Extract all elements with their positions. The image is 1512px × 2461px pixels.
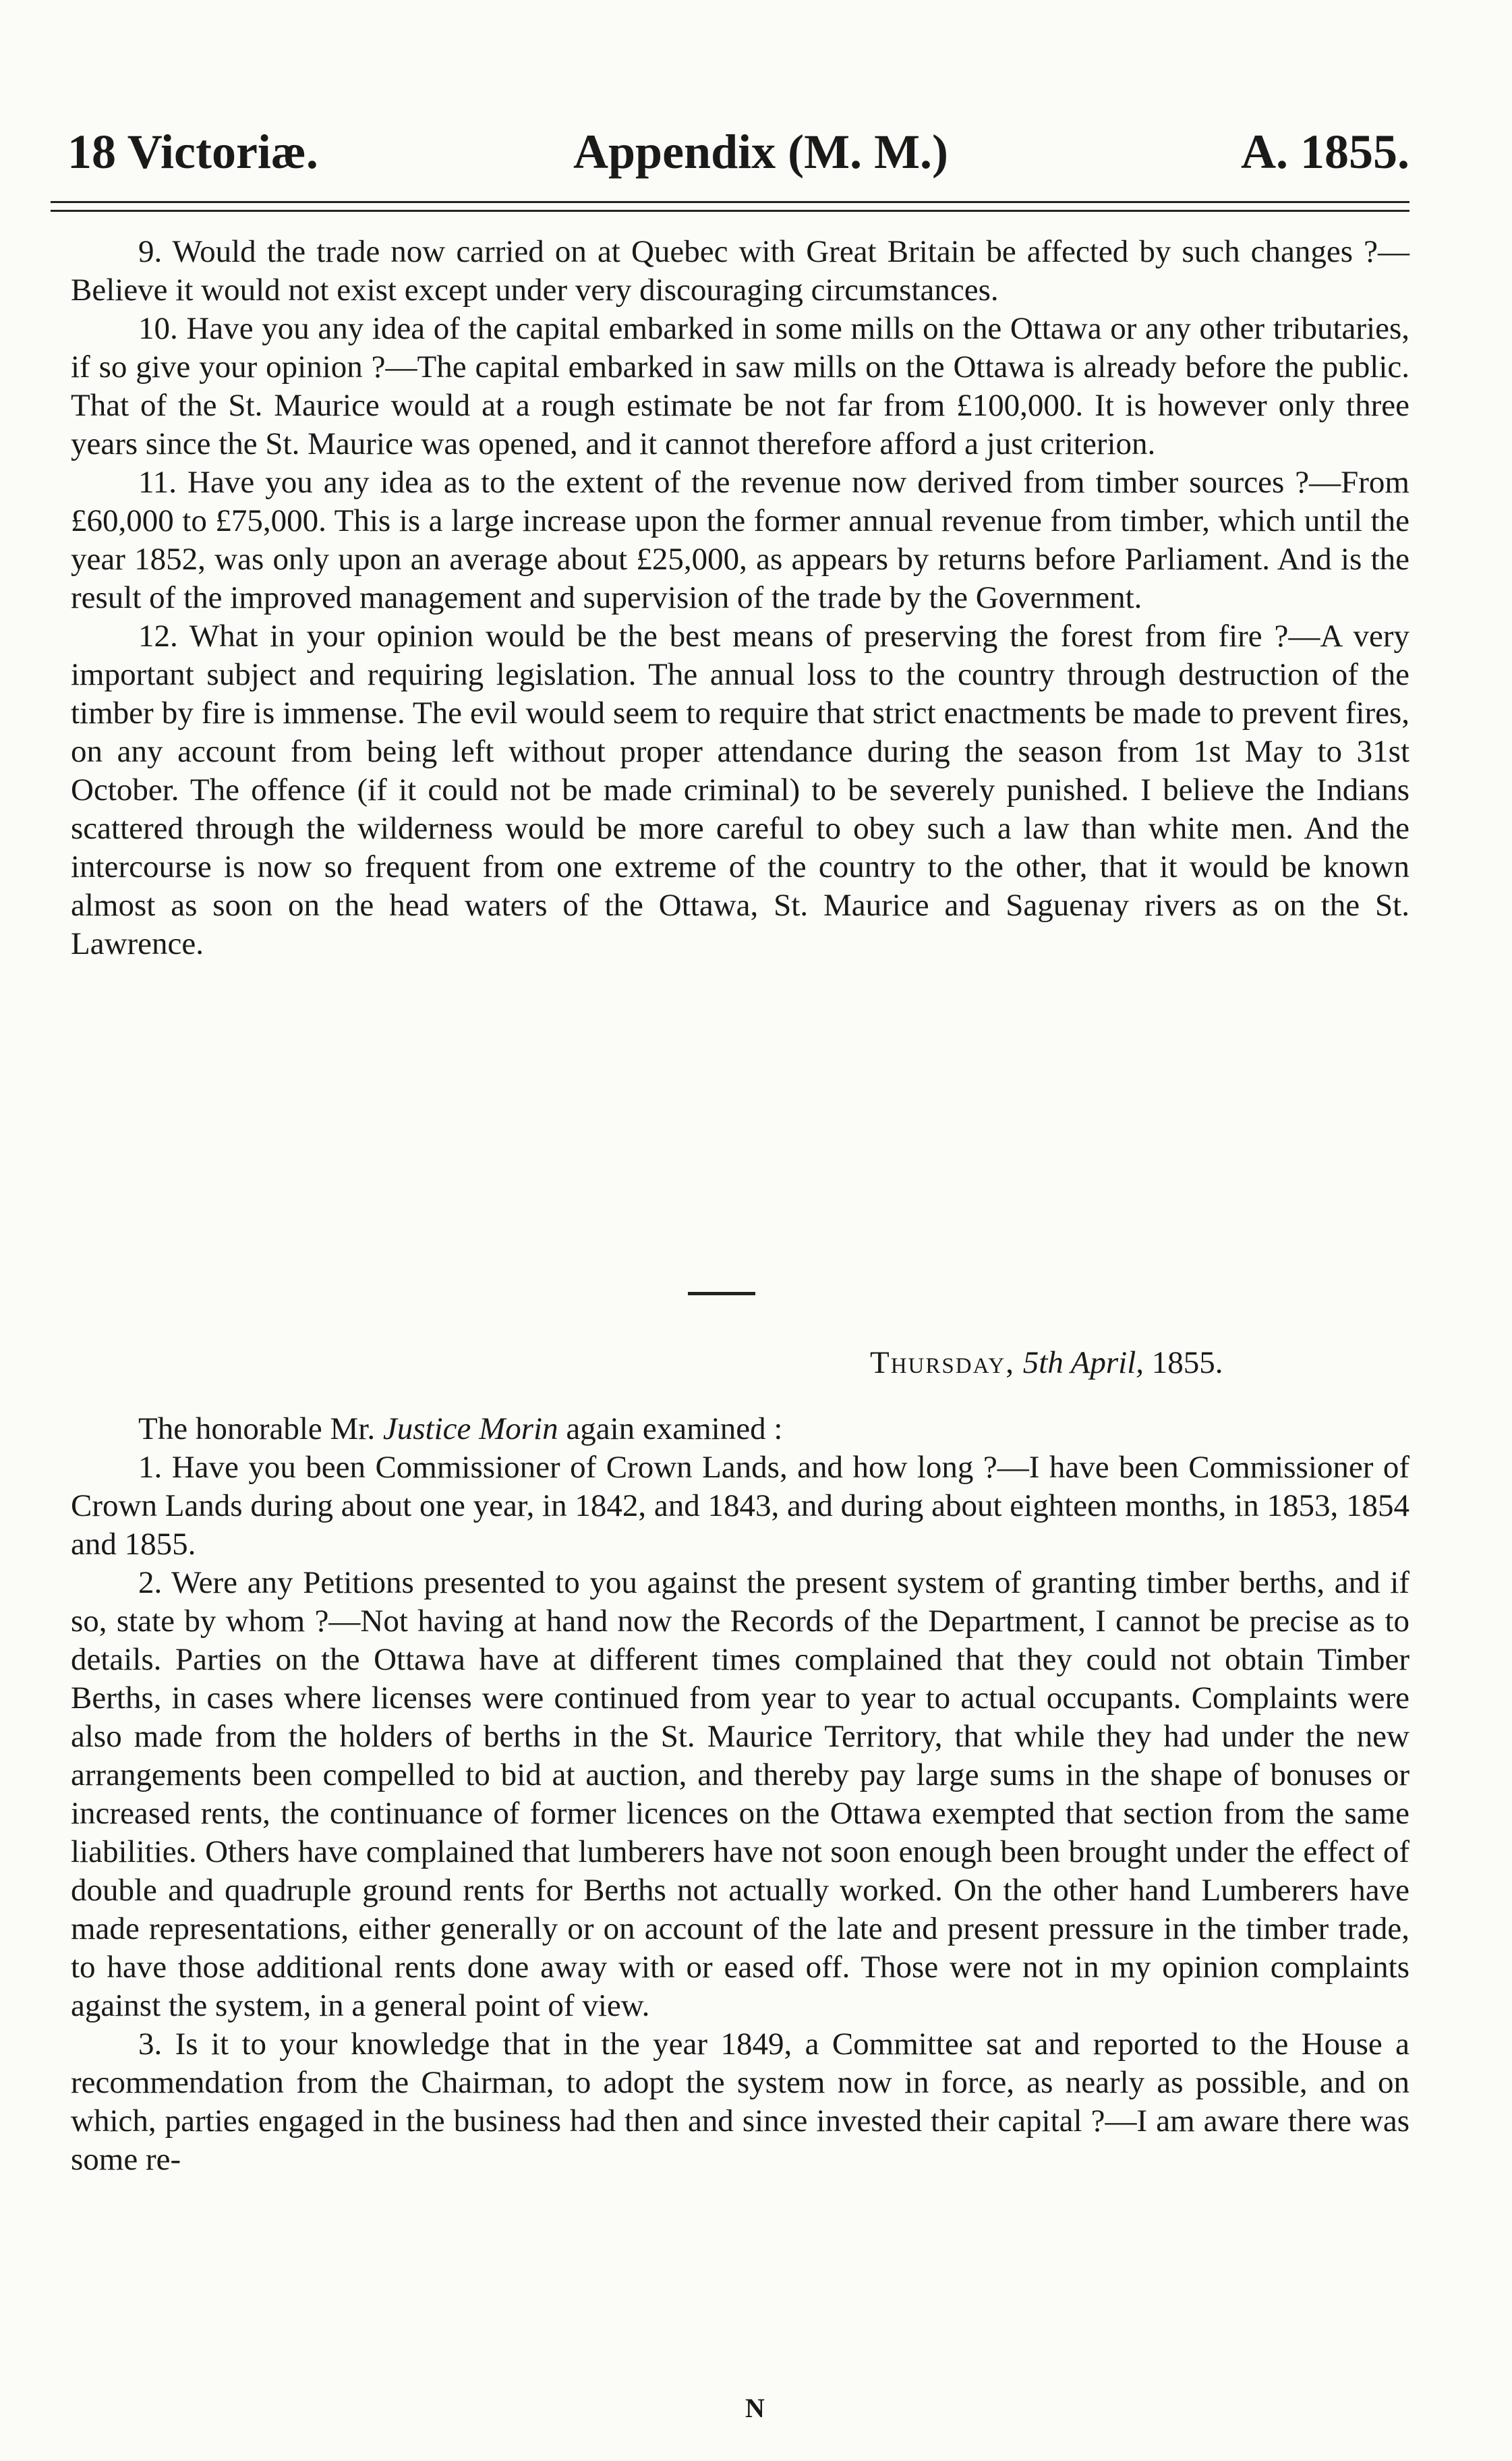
section-2-text (71, 1410, 1409, 2179)
page-header (40, 115, 1409, 189)
intro-prefix: The honorable Mr. (138, 1411, 376, 1446)
intro-name: Justice Morin (382, 1411, 558, 1446)
header-double-rule (51, 201, 1409, 212)
paragraph-q2: 2. Were any Petitions presented to you against the present system of granting timber berths, and if so, state by whom ?—Not having at hand now the Records of the Department, I cannot be precise as to details. Parties on the Ottawa have at different times complained that they could not obtain Timber Berths, in cases where licenses were continued from year to year to actual occupants. Complaints were also made from the holders of berths in the St. Maurice Territory, that while they had under the new arrangements been compelled to bid at auction, and thereby pay large sums in the shape of bonuses or increased rents, the continuance of former licences on the Ottawa exempted that section from the same liabilities. Others have complained that lumberers have not soon enough been brought under the effect of double and quadruple ground rents for Berths not actually worked. On the other hand Lumberers have made representations, either generally or on account of the late and present pressure in the timber trade, to have those additional rents done away with or eased off. Those were not in my opinion complaints against the system, in a general point of view. (71, 1565, 1409, 2023)
paragraph-q9: 9. Would the trade now carried on at Quebec with Great Britain be affected by such changes ?—Believe it would not exist except under very discouraging circumstances. (71, 234, 1409, 308)
paragraph-q10: 10. Have you any idea of the capital embarked in some mills on the Ottawa or any other tributaries, if so give your opinion ?—The capital embarked in saw mills on the Ottawa is already before the public. That of the St. Maurice would at a rough estimate be not far from £100,000. It is however only three years since the St. Maurice was opened, and it cannot therefore afford a just criterion. (71, 311, 1409, 461)
dateline-date: 5th April, (1022, 1345, 1144, 1380)
paragraph-q3: 3. Is it to your knowledge that in the year 1849, a Committee sat and reported to the House a recommendation from the Chairman, to adopt the system now in force, as nearly as possible, and on which, parties engaged in the business had then and since invested their capital ?—I am aware there was some re- (71, 2027, 1409, 2177)
section-1-text (71, 233, 1409, 963)
header-year: A. 1855. (1241, 125, 1409, 179)
page-signature: N (745, 2393, 765, 2423)
section-separator (688, 1292, 755, 1295)
dateline-year: 1855. (1151, 1345, 1223, 1380)
header-appendix: Appendix (M. M.) (573, 125, 948, 179)
header-session: 18 Victoriæ. (67, 125, 318, 179)
paragraph-q12: 12. What in your opinion would be the best means of preserving the forest from fire ?—A very important subject and requiring legislation. The annual loss to the country through destruction of the timber by fire is immense. The evil would seem to require that strict enactments be made to prevent fires, on any account from being left without proper attendance during the season from 1st May to 31st October. The offence (if it could not be made criminal) to be severely punished. I believe the Indians scattered through the wilderness would be more careful to obey such a law than white men. And the intercourse is now so frequent from one extreme of the country to the other, that it would be known almost as soon on the head waters of the Ottawa, St. Maurice and Saguenay rivers as on the St. Lawrence. (71, 619, 1409, 961)
dateline-day: Thursday, (870, 1345, 1015, 1380)
dateline (870, 1342, 1223, 1383)
paragraph-intro (71, 1410, 1409, 1448)
intro-suffix: again examined : (566, 1411, 783, 1446)
paragraph-q1: 1. Have you been Commissioner of Crown Lands, and how long ?—I have been Commissioner of Crown Lands during about one year, in 1842, and 1843, and during about eighteen months, in 1853, 1854 and 1855. (71, 1450, 1409, 1562)
paragraph-q11: 11. Have you any idea as to the extent of the revenue now derived from timber sources ?—From £60,000 to £75,000. This is a large increase upon the former annual revenue from timber, which until the year 1852, was only upon an average about £25,000, as appears by returns before Parliament. And is the result of the improved management and supervision of the trade by the Government. (71, 465, 1409, 615)
